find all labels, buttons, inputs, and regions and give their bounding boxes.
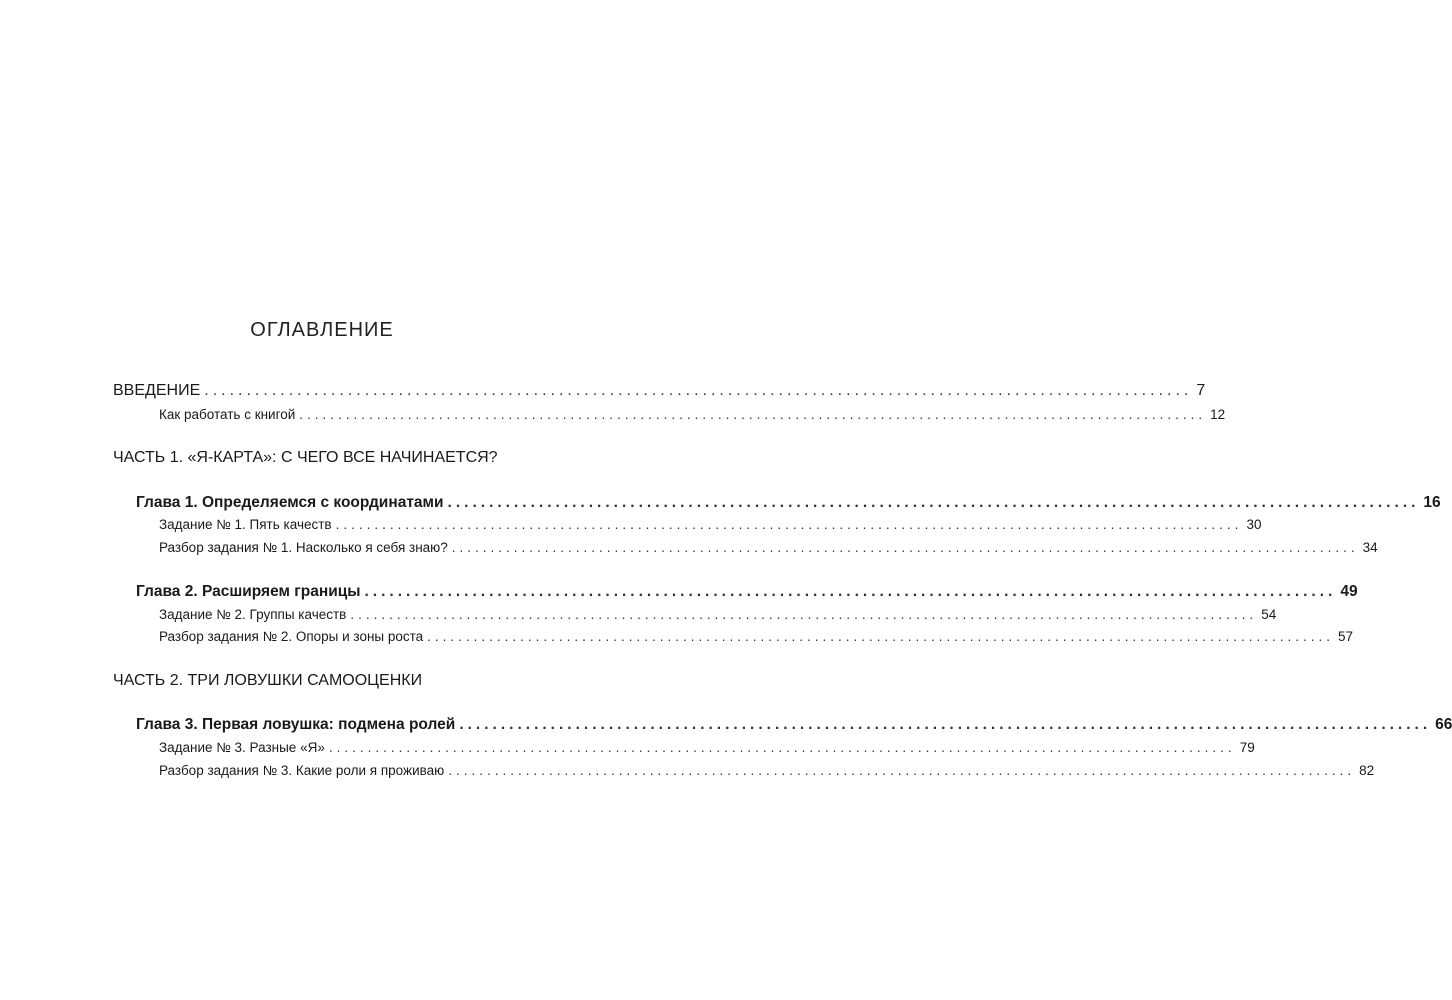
toc-entry-page: 54 bbox=[1261, 607, 1277, 622]
toc-entry-label: Разбор задания № 1. Насколько я себя знаю? bbox=[159, 540, 448, 555]
toc-entry-page: 12 bbox=[1210, 407, 1226, 422]
dot-leader: ..................................................................................................................... bbox=[335, 517, 1243, 532]
toc-entry-label: Разбор задания № 3. Какие роли я проживаю bbox=[159, 763, 445, 778]
toc-entry-page: 34 bbox=[1362, 540, 1378, 555]
toc-part-title[interactable]: ЧАСТЬ 1. «Я-КАРТА»: С ЧЕГО ВСЕ НАЧИНАЕТСЯ? bbox=[113, 449, 498, 466]
toc-entry-label: Глава 2. Расширяем границы bbox=[136, 583, 361, 600]
dot-leader: ..................................................................................................................... bbox=[350, 607, 1258, 622]
toc-entry-page: 82 bbox=[1359, 763, 1375, 778]
toc-subentry[interactable] bbox=[159, 740, 1255, 755]
toc-entry-label: Задание № 3. Разные «Я» bbox=[159, 740, 325, 755]
toc-entry-page: 16 bbox=[1423, 494, 1441, 511]
toc-entry-label: Разбор задания № 2. Опоры и зоны роста bbox=[159, 629, 424, 644]
toc-entry-label: Задание № 2. Группы качеств bbox=[159, 607, 347, 622]
toc-entry-page: 79 bbox=[1239, 740, 1255, 755]
dot-leader: ..................................................................................................................... bbox=[328, 740, 1236, 755]
toc-entry-page: 57 bbox=[1338, 629, 1354, 644]
toc-subentry[interactable] bbox=[159, 763, 1375, 778]
toc-chapter[interactable] bbox=[136, 494, 1441, 512]
toc-subentry[interactable] bbox=[159, 407, 1226, 422]
toc-subentry[interactable] bbox=[159, 540, 1378, 555]
toc-chapter[interactable] bbox=[136, 716, 1452, 734]
dot-leader: ..................................................................................................................... bbox=[427, 629, 1335, 644]
toc-entry-label: ВВЕДЕНИЕ bbox=[113, 382, 201, 399]
toc-entry-label: Глава 1. Определяемся с координатами bbox=[136, 494, 444, 511]
dot-leader: ..................................................................................................................... bbox=[451, 540, 1359, 555]
dot-leader: ..................................................................................................................... bbox=[459, 716, 1432, 733]
toc-entry-page: 49 bbox=[1340, 583, 1358, 600]
toc-part-title[interactable]: ЧАСТЬ 2. ТРИ ЛОВУШКИ САМООЦЕНКИ bbox=[113, 672, 423, 689]
toc-entry-label: Задание № 1. Пять качеств bbox=[159, 517, 332, 532]
dot-leader: ..................................................................................................................... bbox=[448, 763, 1356, 778]
toc-heading: ОГЛАВЛЕНИЕ bbox=[250, 319, 394, 341]
toc-entry-intro[interactable] bbox=[113, 382, 1206, 400]
toc-subentry[interactable] bbox=[159, 607, 1277, 622]
toc-entry-page: 7 bbox=[1196, 382, 1206, 399]
toc-entry-label: Как работать с книгой bbox=[159, 407, 296, 422]
toc-subentry[interactable] bbox=[159, 517, 1262, 532]
dot-leader: ..................................................................................................................... bbox=[447, 494, 1420, 511]
toc-subentry[interactable] bbox=[159, 629, 1354, 644]
dot-leader: ..................................................................................................................... bbox=[364, 583, 1337, 600]
toc-entry-label: Глава 3. Первая ловушка: подмена ролей bbox=[136, 716, 456, 733]
dot-leader: ..................................................................................................................... bbox=[299, 407, 1207, 422]
toc-chapter[interactable] bbox=[136, 583, 1358, 601]
toc-entry-page: 66 bbox=[1435, 716, 1452, 733]
dot-leader: ..................................................................................................................... bbox=[204, 382, 1193, 399]
toc-entry-page: 30 bbox=[1246, 517, 1262, 532]
